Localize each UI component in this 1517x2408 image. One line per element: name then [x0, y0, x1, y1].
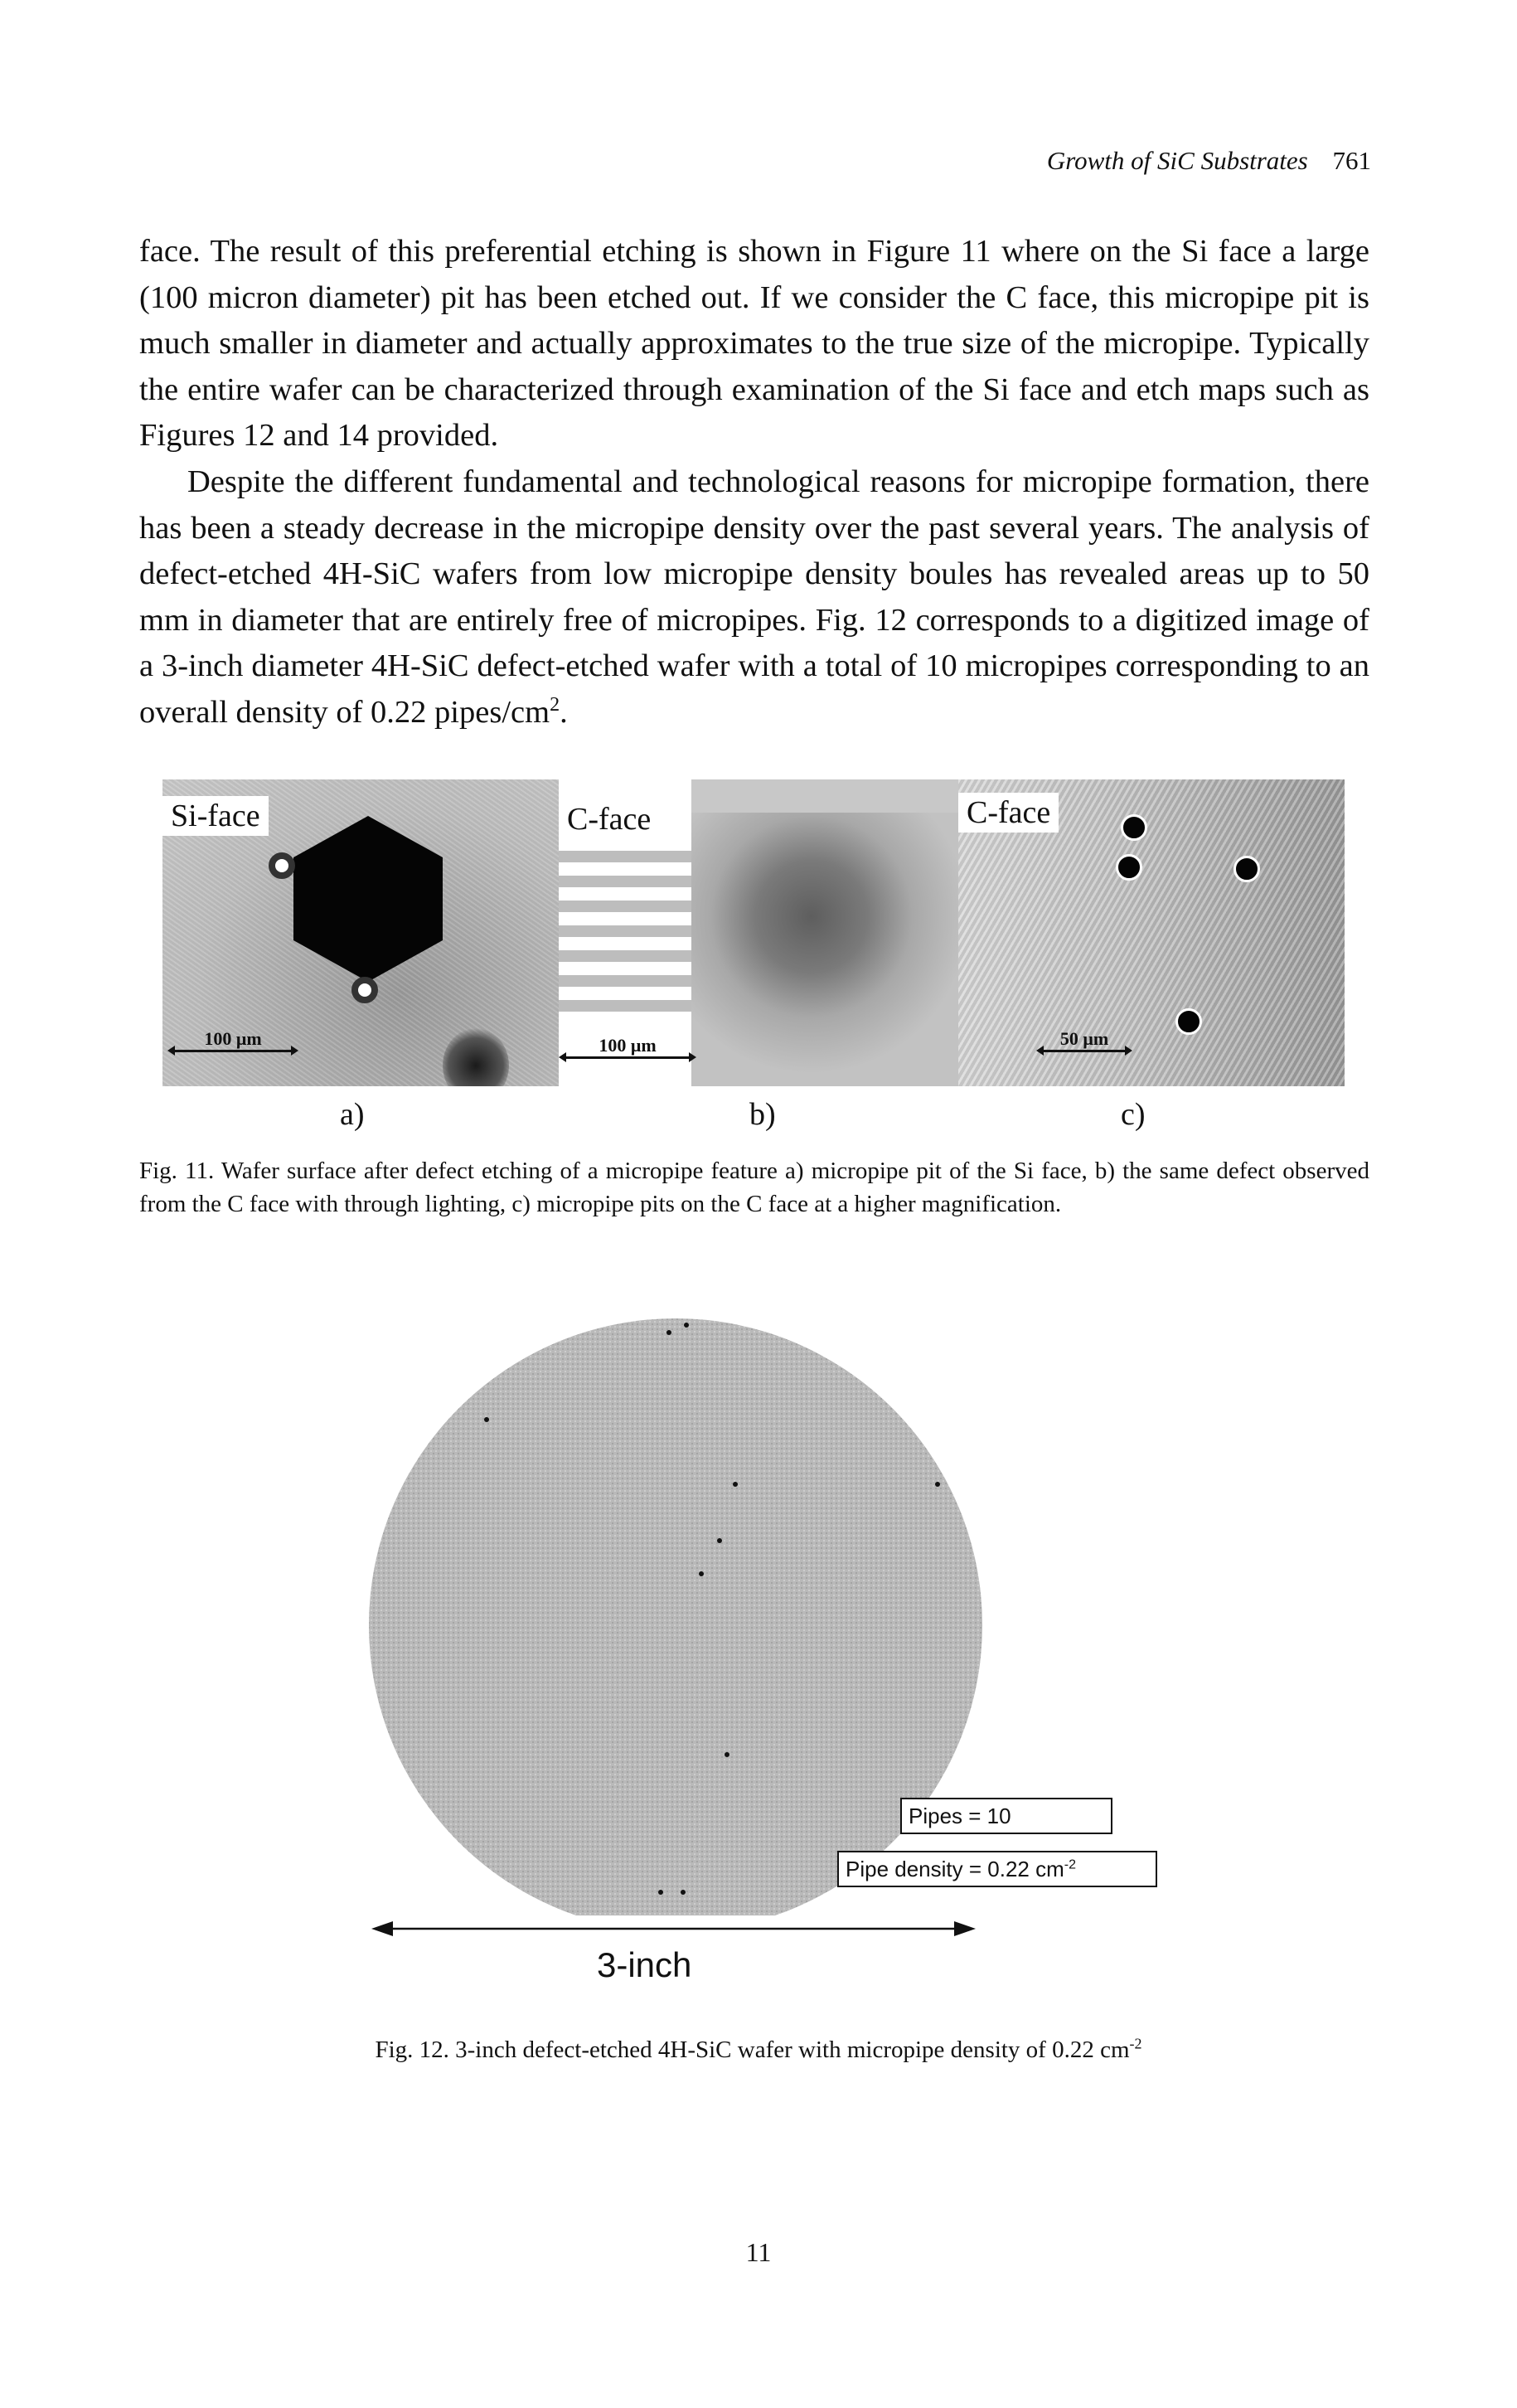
legend-density-superscript: -2: [1064, 1857, 1076, 1872]
micropipe-dot: [484, 1417, 489, 1422]
figure-12-caption-superscript: -2: [1129, 2035, 1142, 2052]
figure-11-sublabel-a: a): [340, 1097, 365, 1132]
micropipe-dot: [725, 1752, 729, 1757]
micropipe-dot: [658, 1890, 663, 1895]
micropipe-dot: [733, 1482, 738, 1487]
micropipe-dot: [684, 1323, 689, 1328]
figure-12-caption: [0, 2033, 1517, 2066]
paragraph-1: face. The result of this preferential etching is shown in Figure 11 where on the Si face a large (100 micron diameter) pit has been etched out. If we consider the C face, this micropipe pit is much smaller in diameter and actually approximates to the true size of the micropipe. Typically the entire wafer can be characterized through examination of the Si face and etch maps such as Figures 12 and 14 provided.: [139, 234, 1369, 454]
legend-density-text: Pipe density = 0.22 cm: [846, 1857, 1064, 1881]
micropipe-dot: [666, 1330, 671, 1335]
micropipe-dot: [935, 1482, 940, 1487]
figure-12-caption-text: Fig. 12. 3-inch defect-etched 4H-SiC wafer with micropipe density of 0.22 cm: [375, 2037, 1130, 2063]
panel-a-face-label: Si-face: [162, 796, 269, 836]
micropipe-dot: [681, 1890, 686, 1895]
dimension-label: 3-inch: [597, 1945, 692, 1984]
figure-11-sublabel-b: b): [749, 1097, 776, 1132]
paragraph-2-superscript: 2: [550, 694, 560, 716]
legend-pipes: Pipes = 10: [900, 1798, 1112, 1834]
dimension-arrow: [371, 1921, 976, 1936]
panel-b-face-label: C-face: [559, 799, 683, 839]
panel-c-face-label: C-face: [958, 793, 1059, 833]
dimension-arrow-right-head: [954, 1921, 976, 1936]
running-head-page: 761: [1332, 146, 1371, 175]
figure-11-sublabel-c: c): [1121, 1097, 1146, 1132]
wafer-disc: [369, 1318, 982, 1932]
micropipe-dot: [717, 1538, 722, 1543]
figure-11-caption: Fig. 11. Wafer surface after defect etching of a micropipe feature a) micropipe pit of the Si face, b) the same defect observed from the C face with through lighting, c) micropipe pits on the C face at a higher magnification.: [139, 1158, 1369, 1217]
paragraph-2-text: Despite the different fundamental and technological reasons for micropipe formation, there has been a steady decrease in the micropipe density over the past several years. The analysis of defect-etched 4H-SiC wafers from low micropipe density boules has revealed areas up to 50 mm in diameter that are entirely free of micropipes. Fig. 12 corresponds to a digitized image of a 3-inch diameter 4H-SiC defect-etched wafer with a total of 10 micropipes corresponding to an overall density of 0.22 pipes/cm: [139, 464, 1369, 730]
page-number: 11: [745, 2237, 772, 2267]
panel-b-scale-label: 100 μm: [599, 1035, 657, 1056]
panel-c-scale-label: 50 μm: [1059, 1028, 1109, 1049]
micropipe-dot: [699, 1571, 704, 1576]
legend-density: [837, 1851, 1157, 1887]
panel-a-scale-label: 100 μm: [204, 1028, 262, 1049]
running-head-title: Growth of SiC Substrates: [1046, 146, 1308, 175]
paragraph-2-period: .: [560, 694, 568, 730]
dimension-arrow-left-head: [371, 1921, 393, 1936]
